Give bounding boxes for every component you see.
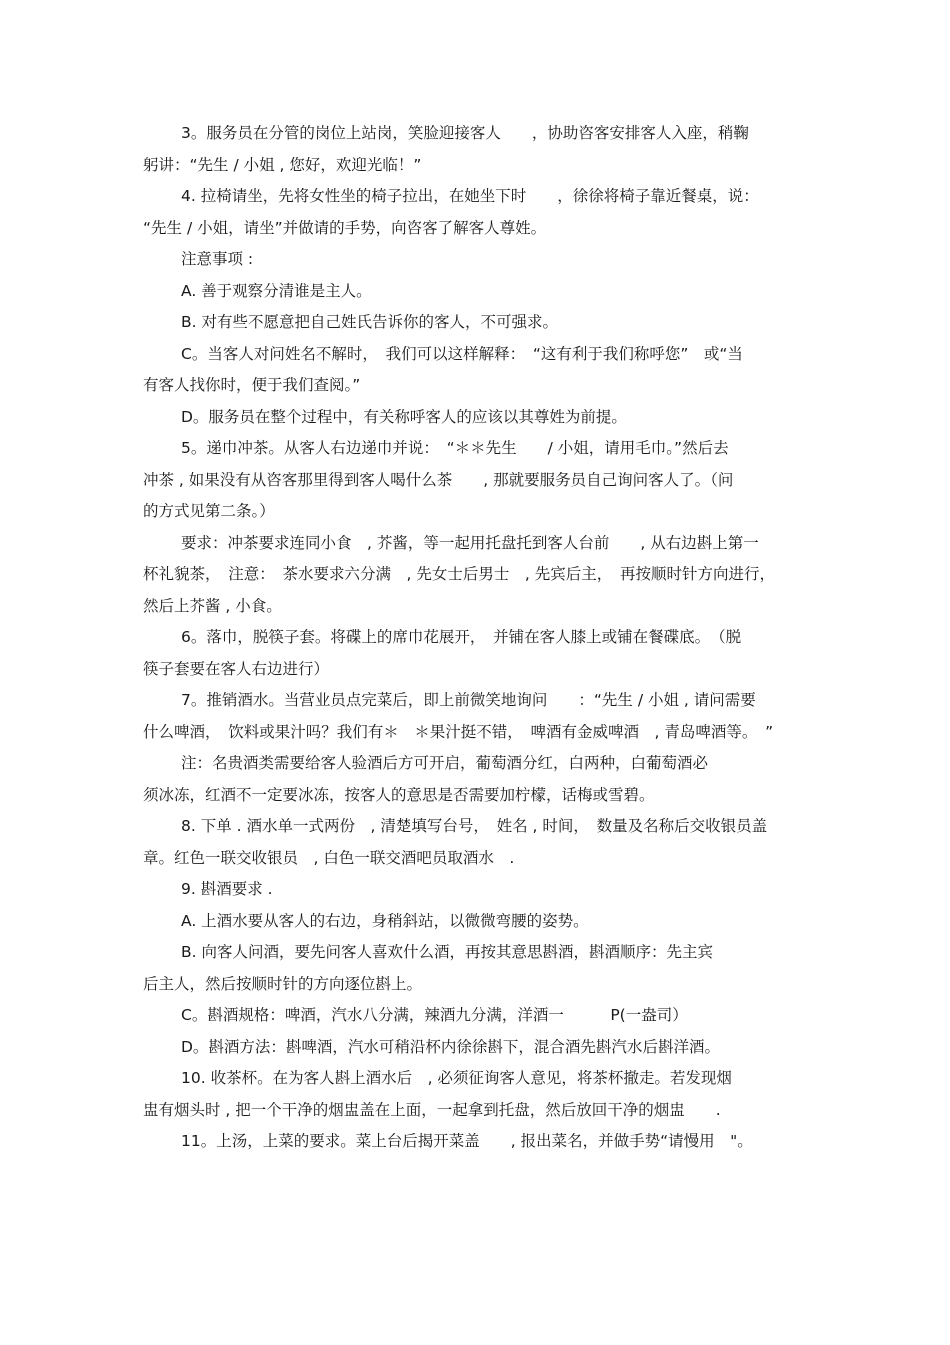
text-line: 冲茶 , 如果没有从咨客那里得到客人喝什么茶 , 那就要服务员自己询问客人了。（问: [143, 470, 734, 489]
text-line: 筷子套要在客人右边进行）: [143, 659, 330, 678]
text-line: 5。递巾冲茶。从客人右边递巾并说： “＊＊先生 / 小姐，请用毛巾。”然后去: [181, 439, 729, 457]
text-line: 杯礼貌茶， 注意： 茶水要求六分满 , 先女士后男士 , 先宾后主， 再按顺时针方向进行，: [143, 565, 775, 583]
section-heading: 9. 斟酒要求 .: [181, 880, 273, 898]
text-line: B. 对有些不愿意把自己姓氏告诉你的客人，不可强求。: [181, 313, 558, 331]
text-line: “先生 / 小姐，请坐”并做请的手势，向咨客了解客人尊姓。: [143, 218, 547, 237]
text-line: 6。落巾，脱筷子套。将碟上的席巾花展开， 并铺在客人膝上或铺在餐碟底。 （脱: [181, 628, 742, 646]
text-line: 4. 拉椅请坐，先将女性坐的椅子拉出，在她坐下时 ，徐徐将椅子靠近餐桌，说：: [181, 187, 759, 205]
text-line: A. 上酒水要从客人的右边，身稍斜站，以微微弯腰的姿势。: [181, 911, 589, 930]
text-line: A. 善于观察分清谁是主人。: [181, 281, 372, 300]
text-line: 10. 收茶杯。在为客人斟上酒水后 , 必须征询客人意见，将茶杯撤走。若发现烟: [181, 1069, 732, 1087]
text-line: 的方式见第二条。）: [143, 502, 275, 520]
text-line: 11。上汤，上菜的要求。菜上台后揭开菜盖 , 报出菜名，并做手势“请慢用 "。: [181, 1132, 753, 1150]
text-line: D。斟酒方法：斟啤酒，汽水可稍沿杯内徐徐斟下，混合酒先斟汽水后斟洋酒。: [181, 1037, 720, 1056]
text-line: C。斟酒规格：啤酒，汽水八分满，辣酒九分满，洋酒一 P(一盎司）: [181, 1006, 688, 1024]
text-line: 什么啤酒， 饮料或果汁吗？我们有＊ ＊果汁挺不错， 啤酒有金威啤酒 , 青岛啤酒等。 ”: [143, 722, 774, 741]
text-line: 后主人，然后按顺时针的方向逐位斟上。: [143, 974, 423, 993]
text-line: 7。推销酒水。当营业员点完菜后，即上前微笑地询问 ：“先生 / 小姐 , 请问需要: [181, 691, 756, 709]
text-line: 要求：冲茶要求连同小食 , 芥酱，等一起用托盘托到客人台前 , 从右边斟上第一: [181, 533, 759, 552]
text-line: 躬讲：“先生 / 小姐 , 您好，欢迎光临！”: [143, 155, 422, 174]
text-line: 章。红色一联交收银员 , 白色一联交酒吧员取酒水 .: [143, 848, 515, 867]
text-line: C。当客人对问姓名不解时， 我们可以这样解释： “这有利于我们称呼您” 或“当: [181, 344, 743, 363]
text-line: D。服务员在整个过程中，有关称呼客人的应该以其尊姓为前提。: [181, 407, 627, 426]
text-line: 注：名贵酒类需要给客人验酒后方可开启，葡萄酒分红，白两种，白葡萄酒必: [181, 754, 709, 772]
text-line: 8. 下单 . 酒水单一式两份 , 清楚填写台号， 姓名 , 时间， 数量及名称后交收银员盖: [181, 817, 768, 835]
text-line: 3。服务员在分管的岗位上站岗，笑脸迎接客人 ，协助咨客安排客人入座，稍鞠: [181, 124, 749, 142]
text-line: 盅有烟头时 , 把一个干净的烟盅盖在上面，一起拿到托盘，然后放回干净的烟盅 .: [143, 1100, 721, 1119]
document-body: [143, 118, 815, 1158]
text-line: B. 向客人问酒，要先问客人喜欢什么酒，再按其意思斟酒，斟酒顺序：先主宾: [181, 943, 713, 961]
text-line: 有客人找你时，便于我们查阅。”: [143, 376, 361, 394]
section-heading: 注意事项 :: [181, 250, 254, 268]
text-line: 须冰冻，红酒不一定要冰冻，按客人的意思是否需要加柠檬，话梅或雪碧。: [143, 785, 655, 804]
text-line: 然后上芥酱 , 小食。: [143, 596, 282, 615]
